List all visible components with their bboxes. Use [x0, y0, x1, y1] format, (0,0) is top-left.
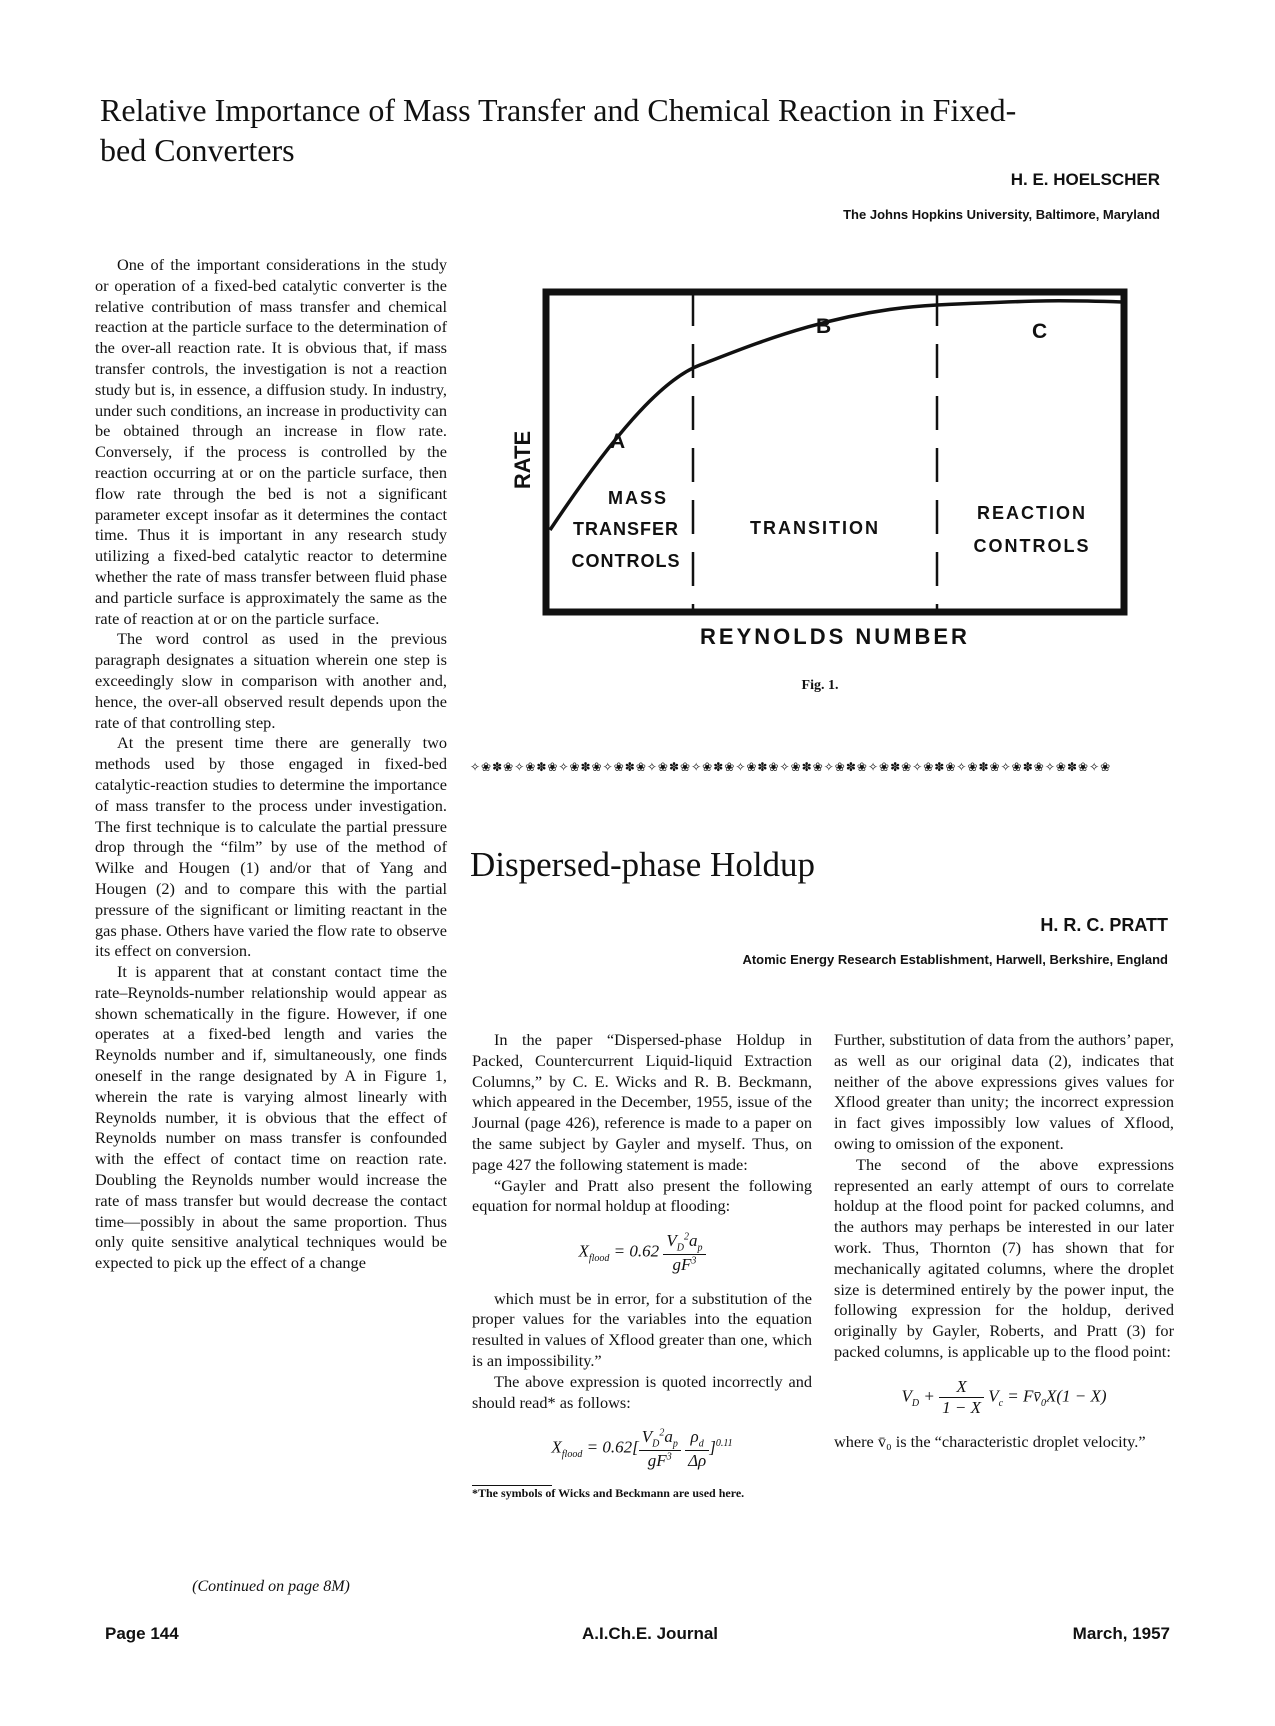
journal-name: A.I.Ch.E. Journal — [581, 1624, 719, 1643]
paragraph: At the present time there are generally two methods used by those engaged in fixed-bed catalytic-reaction studies to determine the importance of mass transfer to the process under investigation. The first technique is to calculate the partial pressure drop through the “film” by use of the method of Wilke and Hougen (1) and/or that of Yang and Hougen (2) and to compare this with the partial pressure of the significant or limiting reactant in the gas phase. Others have varied the flow rate to observe its effect on conversion. — [95, 733, 447, 961]
paragraph: Further, substitution of data from the authors’ paper, as well as our original data (2), indicates that neither of the above expressions gives values for Xflood greater than unity; the incorrect expression in fact gives impossibly low values of Xflood, owing to omission of the exponent. — [834, 1030, 1174, 1153]
point-label-b: B — [816, 315, 832, 338]
issue-date: March, 1957 — [1072, 1624, 1170, 1643]
article-body — [95, 255, 447, 1274]
paragraph: The second of the above expressions represented an early attempt of ours to correlate holdup at the flood point for packed columns, and the authors may perhaps be interested in our later work. Thus, Thornton (7) has shown that for mechanically agitated columns, where the droplet size is determined entirely by the power input, the following expression for the holdup, derived originally by Gayler, Roberts, and Pratt (3) for packed columns, is applicable up to the flood point: — [834, 1154, 1174, 1361]
paragraph: One of the important considerations in the study or operation of a fixed-bed catalytic converter is the relative contribution of mass transfer and chemical reaction at the particle surface to the determination of the over-all reaction rate. It is obvious that, if mass transfer controls, the investigation is not a reaction study but is, in essence, a diffusion study. In industry, under such conditions, an increase in productivity can be obtained through an increase in flow rate. Conversely, if the process is controlled by the reaction occurring at or on the particle surface, then flow rate through the bed is not a significant parameter except insofar as it determines the contact time. Thus it is important in any research study utilizing a fixed-bed catalytic reactor to determine whether the rate of mass transfer between fluid phase and particle surface is approximately the same as the rate of reaction at or on the particle surface. — [95, 255, 447, 628]
page-number: Page 144 — [105, 1624, 179, 1643]
article-author: H. E. HOELSCHER — [1010, 170, 1160, 189]
point-label-a: A — [610, 430, 626, 453]
paragraph: In the paper “Dispersed-phase Holdup in Packed, Countercurrent Liquid-liquid Extraction Columns,” by C. E. Wicks and R. B. Beckmann, which appeared in the December, 1955, issue of the Journal (page 426), reference is made to a paper on the same subject by Gayler and myself. Thus, on page 427 the following statement is made: — [472, 1030, 812, 1174]
article-author-2: H. R. C. PRATT — [1040, 915, 1168, 935]
region-label: CONTROLS — [973, 536, 1091, 556]
figure-caption: Fig. 1. — [801, 678, 839, 693]
region-label: MASS — [607, 488, 669, 508]
region-label: TRANSFER — [573, 519, 679, 539]
y-axis-label: RATE — [510, 430, 535, 490]
article-affiliation-2: Atomic Energy Research Establishment, Harwell, Berkshire, England — [742, 952, 1168, 967]
region-label: CONTROLS — [571, 551, 681, 571]
paragraph: “Gayler and Pratt also present the following equation for normal holdup at flooding: — [472, 1175, 812, 1216]
equation-2: $X_{flood} = 0.62$[ $\frac{V_D^2a_p}{gF^3}$ $\frac{\rho_d}{\Delta\rho}$ ]$^{0.11}$ — [551, 1427, 733, 1470]
equation-1: $X_{flood} = 0.62$ $\frac{V_D^2a_p}{gF^3}$ — [472, 1231, 812, 1274]
article-affiliation: The Johns Hopkins University, Baltimore, Maryland — [843, 207, 1160, 222]
article-title: Relative Importance of Mass Transfer and Chemical Reaction in Fixed-bed Converters — [100, 92, 1017, 168]
region-label: REACTION — [977, 503, 1087, 523]
ornament-divider: ✧❀✽❀✧❀✽❀✧❀✽❀✧❀✽❀✧❀✽❀✧❀✽❀✧❀✽❀✧❀✽❀✧❀✽❀✧❀✽❀✧❀✽❀✧❀✽❀✧❀✽❀✧❀✽❀✧❀ — [470, 760, 1112, 774]
paragraph: The word control as used in the previous paragraph designates a situation wherein one step is exceedingly slow in comparison with another and, hence, the over-all observed result depends upon the rate of that controlling step. — [95, 629, 447, 732]
paragraph: The above expression is quoted incorrectly and should read* as follows: — [472, 1371, 812, 1412]
paragraph: where v̄₀ is the “characteristic droplet velocity.” — [834, 1431, 1146, 1451]
article2-column-2 — [834, 1030, 1174, 1453]
figure-1 — [500, 270, 1140, 670]
x-axis-label: REYNOLDS NUMBER — [700, 624, 970, 649]
region-label: TRANSITION — [750, 518, 880, 538]
equation-3: $V_D$ + $\frac{X}{1 - X}$ $V_c$ = $Fv̄_0X(1 - X)$ — [901, 1376, 1107, 1417]
paragraph: which must be in error, for a substitution of the proper values for the variables into the equation resulted in values of Xflood greater than one, which is an impossibility.” — [472, 1288, 812, 1370]
point-label-c: C — [1032, 320, 1048, 343]
article-title-2: Dispersed-phase Holdup — [470, 845, 816, 884]
continued-note: (Continued on page 8M) — [192, 1578, 350, 1595]
paragraph: It is apparent that at constant contact time the rate–Reynolds-number relationship would appear as shown schematically in the figure. However, if one operates at a fixed-bed length and varies the Reynolds number and if, simultaneously, one finds oneself in the range designated by A in Figure 1, wherein the rate is varying almost linearly with Reynolds number, it is obvious that the effect of Reynolds number on mass transfer is confounded with the effect of contact time on reaction rate. Doubling the Reynolds number would increase the rate of mass transfer but would decrease the contact time—possibly in about the same proportion. Thus only quite sensitive analytical techniques would be expected to pick up the effect of a change — [95, 962, 447, 1273]
article2-column-1 — [472, 1030, 812, 1500]
footnote: *The symbols of Wicks and Beckmann are used here. — [472, 1485, 745, 1500]
